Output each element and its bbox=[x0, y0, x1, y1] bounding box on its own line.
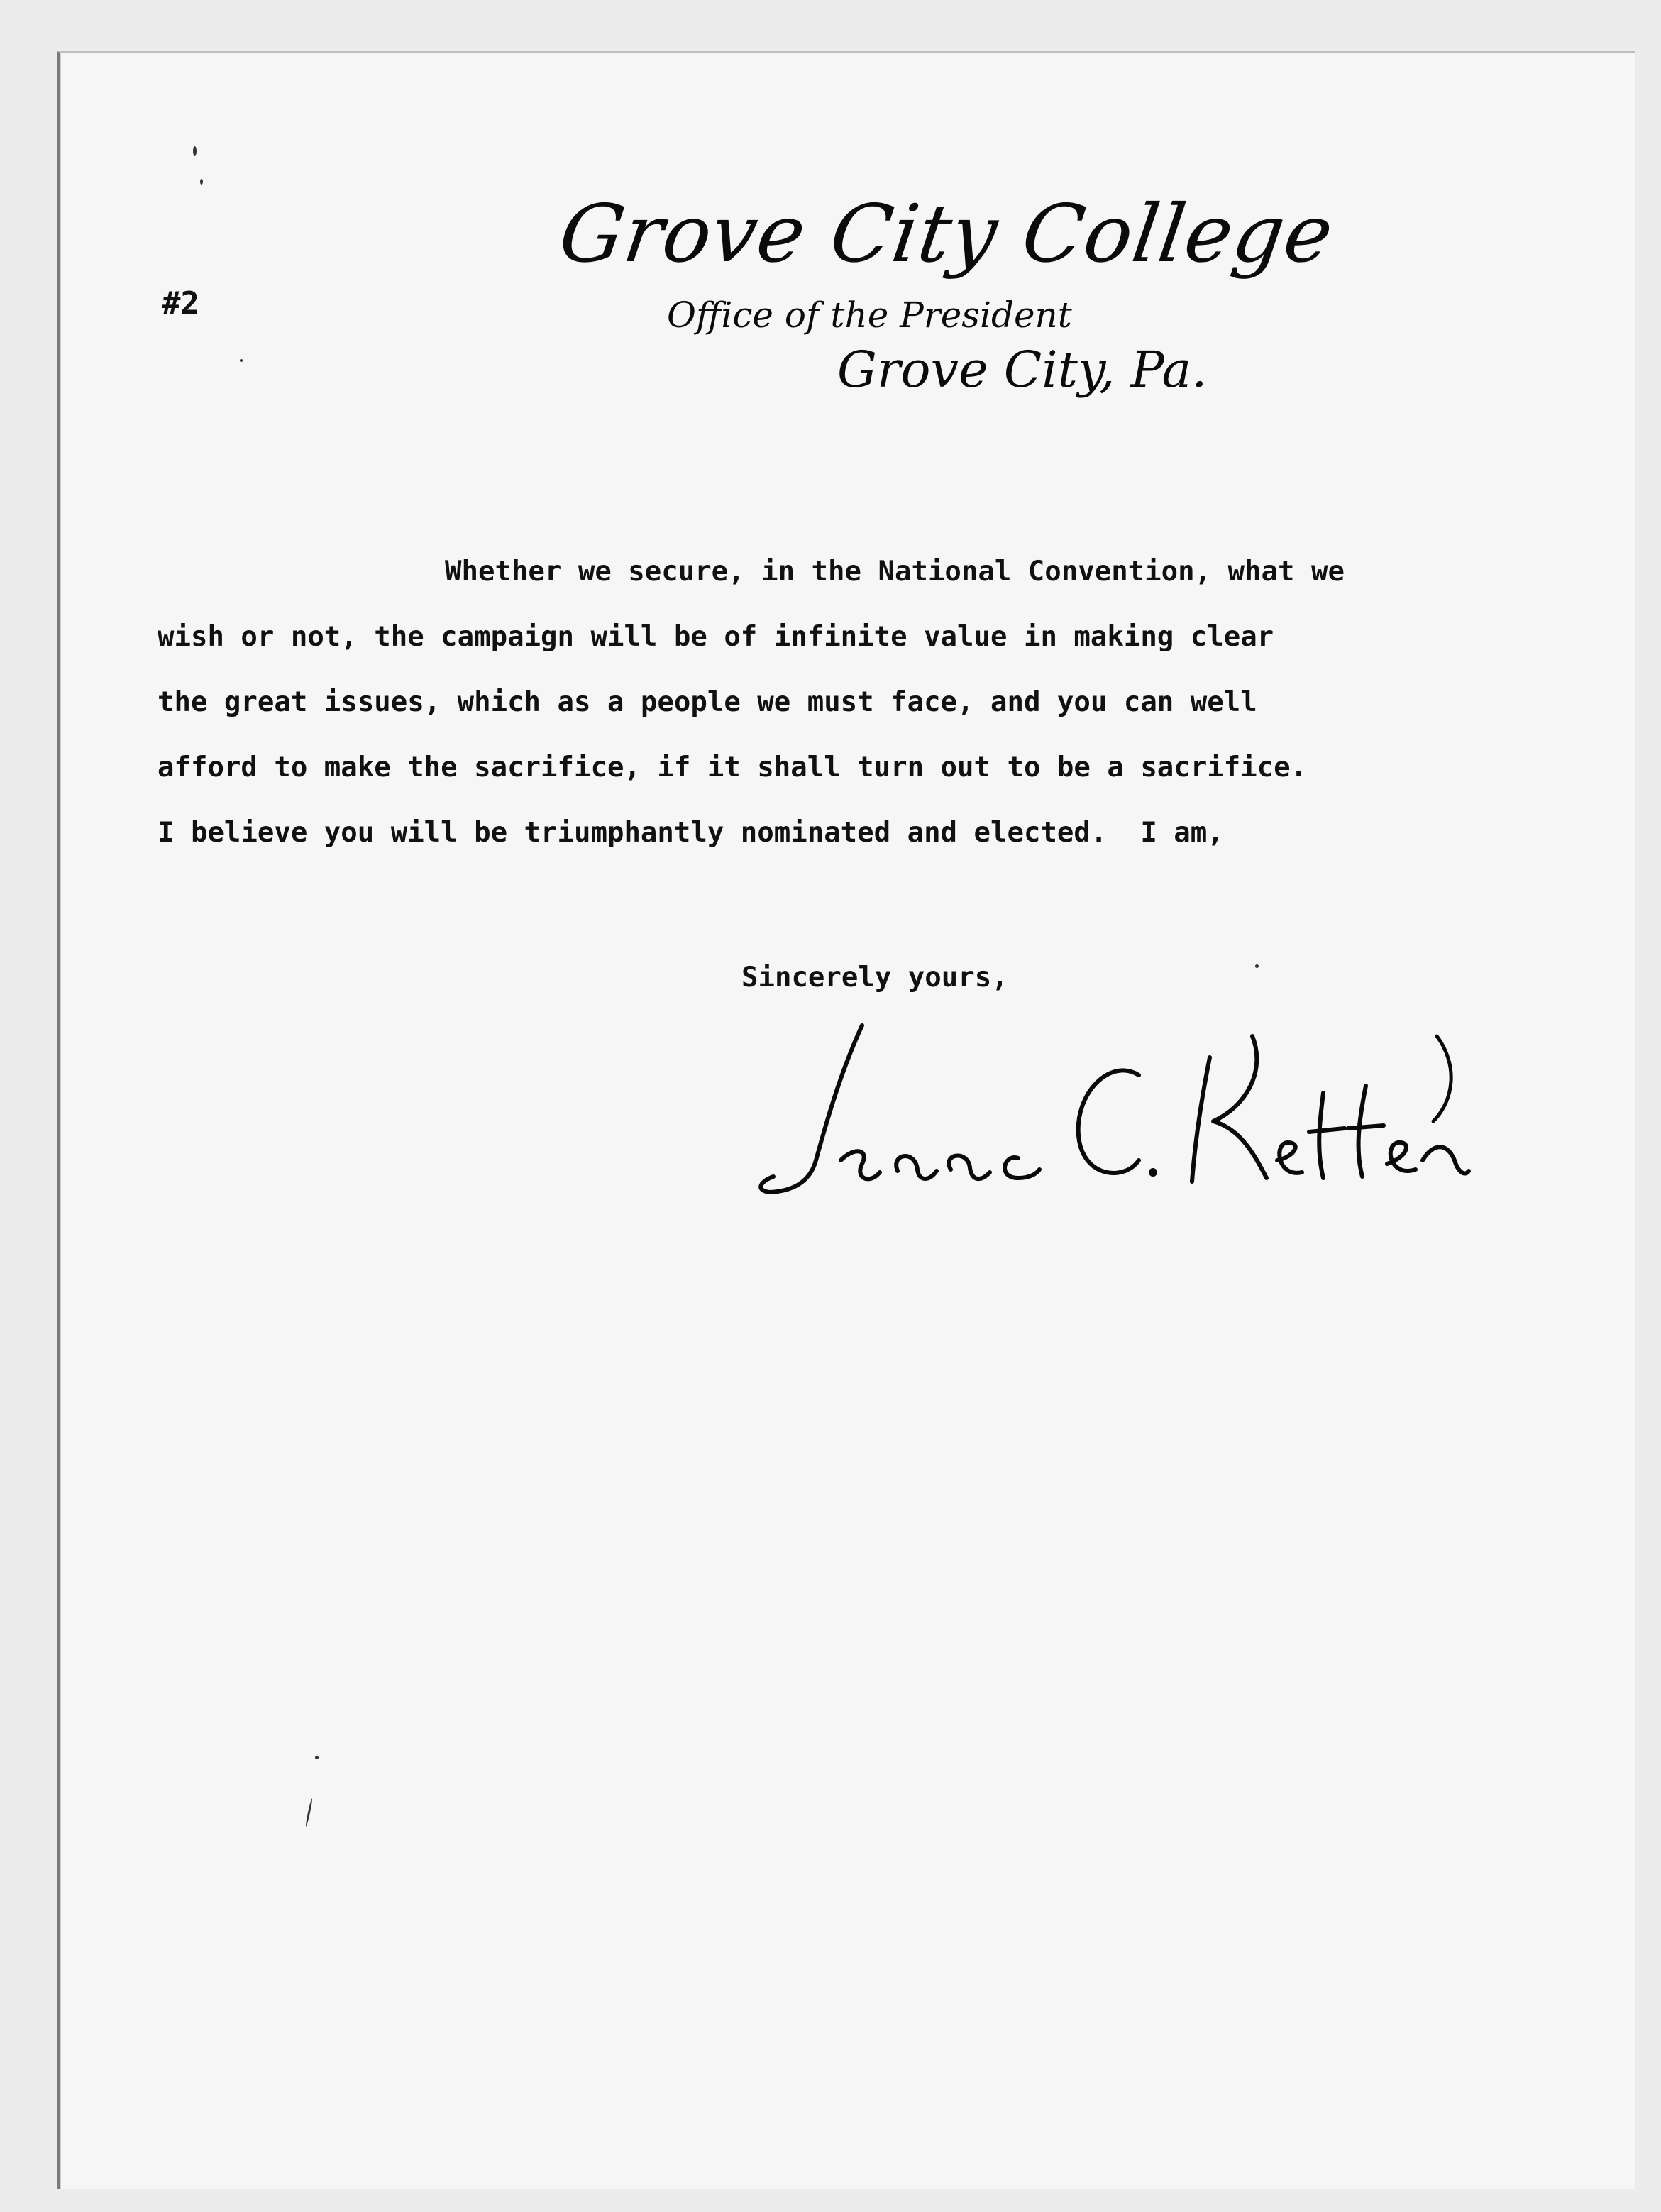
body-line: the great issues, which as a people we must face, and you can well bbox=[158, 686, 1257, 718]
scan-speck bbox=[240, 359, 243, 362]
scan-speck bbox=[1255, 964, 1259, 968]
closing: Sincerely yours, bbox=[741, 962, 1008, 994]
letter-body bbox=[158, 539, 1477, 866]
letterhead-office: Office of the President bbox=[667, 295, 1072, 336]
scan-speck bbox=[315, 1756, 319, 1759]
scan-speck bbox=[200, 179, 203, 185]
scan-speck bbox=[193, 146, 197, 156]
letterhead-institution: Grove City College bbox=[553, 188, 1340, 280]
scan-speck bbox=[305, 1798, 313, 1827]
page-number: #2 bbox=[162, 285, 199, 321]
body-line: wish or not, the campaign will be of infinite value in making clear bbox=[158, 621, 1274, 653]
body-line: Whether we secure, in the National Convention, what we bbox=[445, 556, 1345, 588]
body-line: afford to make the sacrifice, if it shall turn out to be a sacrifice. bbox=[158, 752, 1308, 783]
body-line: I believe you will be triumphantly nominated and elected. I am, bbox=[158, 817, 1224, 849]
handwritten-signature bbox=[756, 1008, 1472, 1221]
letterhead-location: Grove City, Pa. bbox=[837, 341, 1208, 399]
